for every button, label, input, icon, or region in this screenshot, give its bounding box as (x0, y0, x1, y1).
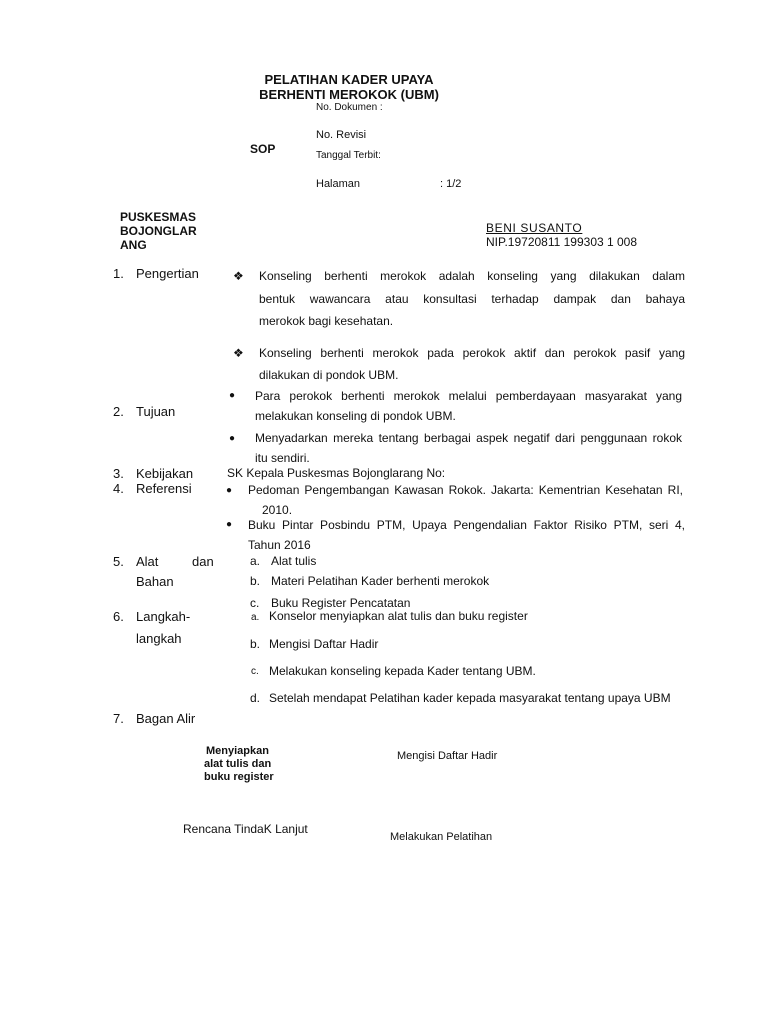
kebijakan-text: SK Kepala Puskesmas Bojonglarang No: (227, 466, 446, 480)
no-dokumen-label: No. Dokumen : (316, 102, 383, 113)
alat-item-b: Materi Pelatihan Kader berhenti merokok (271, 574, 490, 588)
org-name-line3: ANG (120, 238, 147, 252)
referensi-r2-line1: Buku Pintar Posbindu PTM, Upaya Pengendalian Faktor Risiko PTM, seri 4, (248, 518, 685, 532)
diamond-bullet-icon: ❖ (233, 346, 244, 360)
section-number: 2. (113, 404, 124, 419)
doc-title-line1: PELATIHAN KADER UPAYA (264, 72, 434, 87)
flow-box-4: Melakukan Pelatihan (390, 831, 493, 843)
tujuan-t1-line1: Para perokok berhenti merokok melalui pemberdayaan masyarakat yang (255, 389, 682, 403)
signer-nip: NIP.19720811 199303 1 008 (486, 235, 638, 249)
section-number: 5. (113, 554, 124, 569)
pengertian-p1-line2: bentuk wawancara atau konsultasi terhadap dampak dan bahaya (259, 292, 685, 306)
pengertian-p1-line1: Konseling berhenti merokok adalah konseling yang dilakukan dalam (259, 269, 685, 283)
tujuan-t2-line1: Menyadarkan mereka tentang berbagai aspek negatif dari penggunaan rokok (255, 431, 682, 445)
flow-box-1-line2: alat tulis dan (204, 758, 272, 770)
diamond-bullet-icon: ❖ (233, 269, 244, 283)
bullet-icon: ● (229, 433, 236, 444)
org-name-line2: BOJONGLAR (120, 224, 197, 238)
section-label-alat: Alat (136, 554, 159, 569)
section-label-kebijakan: Kebijakan (136, 466, 194, 481)
section-number: 3. (113, 466, 124, 481)
bullet-icon: ● (226, 519, 233, 530)
langkah-item-c: Melakukan konseling kepada Kader tentang UBM. (269, 664, 536, 678)
section-label-dan: dan (192, 554, 214, 569)
langkah-item-a: Konselor menyiapkan alat tulis dan buku register (269, 609, 528, 623)
halaman-label: Halaman (316, 178, 361, 190)
flow-box-3: Rencana TindaK Lanjut (183, 822, 308, 836)
bullet-icon: ● (229, 390, 236, 401)
pengertian-p2-line1: Konseling berhenti merokok pada perokok aktif dan perokok pasif yang (259, 346, 685, 360)
tujuan-t1-line2: melakukan konseling di pondok UBM. (255, 409, 456, 423)
referensi-r2-line2: Tahun 2016 (248, 538, 311, 552)
section-label-referensi: Referensi (136, 481, 192, 496)
langkah-item-b: Mengisi Daftar Hadir (269, 637, 379, 651)
pengertian-p2-line2: dilakukan di pondok UBM. (259, 368, 399, 382)
flow-box-2: Mengisi Daftar Hadir (397, 750, 498, 762)
section-label-pengertian: Pengertian (136, 266, 199, 281)
list-marker: c. (251, 666, 259, 677)
flow-box-1-line3: buku register (204, 771, 274, 783)
alat-item-c: Buku Register Pencatatan (271, 596, 411, 610)
list-marker: a. (250, 554, 261, 568)
signer-name: BENI SUSANTO (486, 221, 583, 235)
referensi-r1-line2: 2010. (262, 503, 293, 517)
no-revisi-label: No. Revisi (316, 129, 367, 141)
section-label-bahan: Bahan (136, 574, 174, 589)
flow-box-1-line1: Menyiapkan (206, 745, 269, 757)
section-label-langkah2: langkah (136, 631, 182, 646)
list-marker: a. (251, 612, 260, 623)
halaman-value: : 1/2 (440, 178, 462, 190)
list-marker: b. (250, 637, 261, 651)
doc-title-line2: BERHENTI MEROKOK (UBM) (259, 87, 439, 102)
list-marker: d. (250, 691, 261, 705)
section-label-tujuan: Tujuan (136, 404, 176, 419)
bullet-icon: ● (226, 485, 233, 496)
list-marker: c. (250, 596, 260, 610)
sop-label: SOP (250, 142, 276, 156)
alat-item-a: Alat tulis (271, 554, 317, 568)
section-label-bagan-alir: Bagan Alir (136, 711, 196, 726)
tujuan-t2-line2: itu sendiri. (255, 451, 310, 465)
org-name-line1: PUSKESMAS (120, 210, 197, 224)
section-number: 6. (113, 609, 124, 624)
section-number: 7. (113, 711, 124, 726)
tanggal-terbit-label: Tanggal Terbit: (316, 150, 381, 161)
langkah-item-d: Setelah mendapat Pelatihan kader kepada masyarakat tentang upaya UBM (269, 691, 671, 705)
section-number: 4. (113, 481, 124, 496)
pengertian-p1-line3: merokok bagi kesehatan. (259, 314, 394, 328)
list-marker: b. (250, 574, 261, 588)
section-label-langkah: Langkah- (136, 609, 191, 624)
section-number: 1. (113, 266, 124, 281)
referensi-r1-line1: Pedoman Pengembangan Kawasan Rokok. Jakarta: Kementrian Kesehatan RI, (248, 483, 683, 497)
